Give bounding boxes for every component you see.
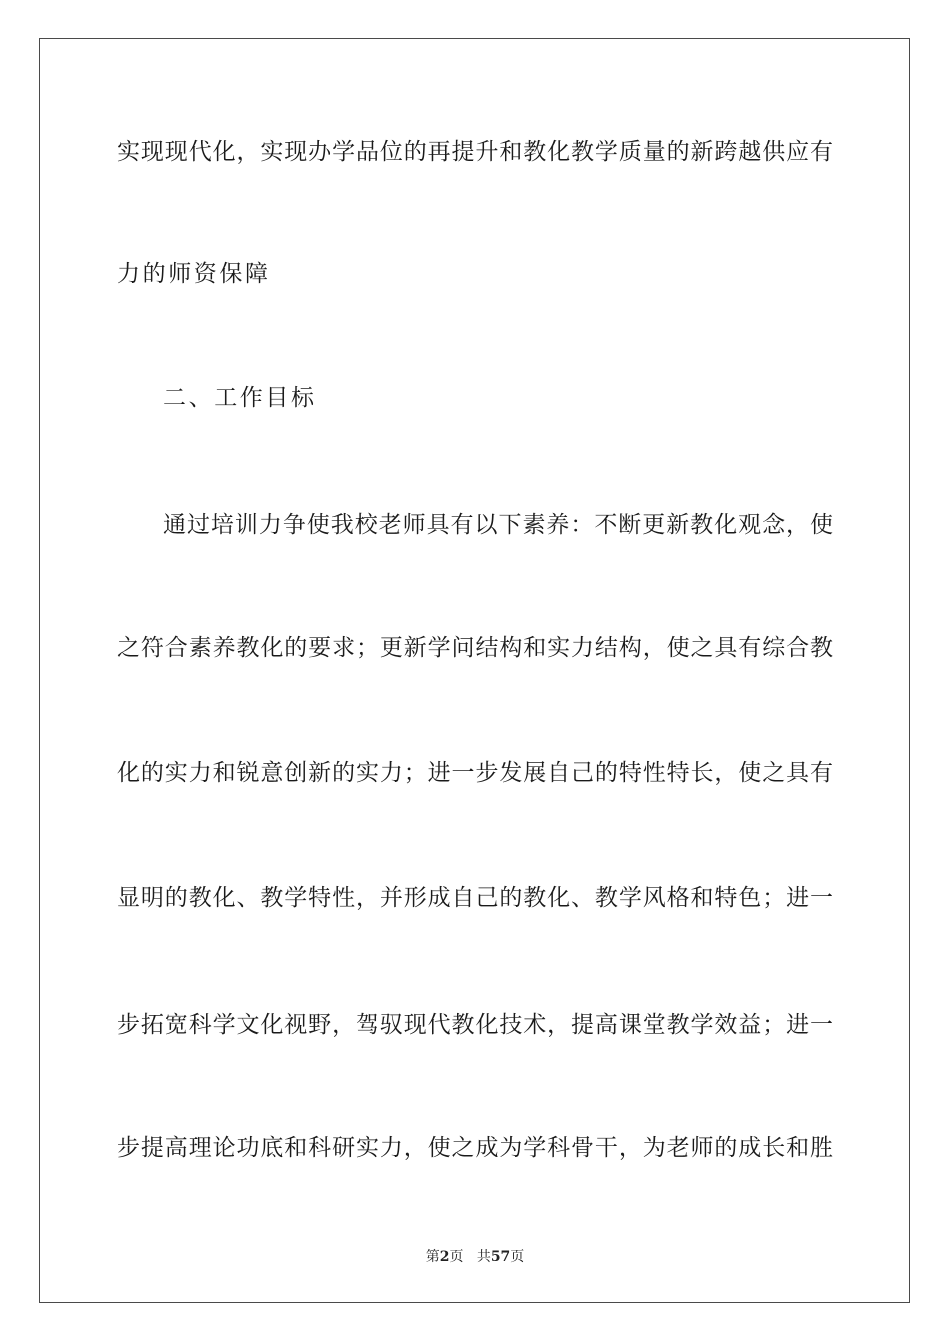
- body-line-3: 通过培训力争使我校老师具有以下素养：不断更新教化观念，使: [163, 512, 833, 538]
- body-line-5: 化的实力和锐意创新的实力；进一步发展自己的特性特长，使之具有: [117, 760, 833, 786]
- body-line-2: 力的师资保障: [117, 261, 271, 287]
- body-line-1: 实现现代化，实现办学品位的再提升和教化教学质量的新跨越供应有: [117, 139, 833, 165]
- page-number: 2: [439, 1249, 450, 1265]
- section-heading: 二、工作目标: [163, 385, 317, 411]
- total-pages: 57: [490, 1249, 511, 1265]
- body-line-7: 步拓宽科学文化视野，驾驭现代教化技术，提高课堂教学效益；进一: [117, 1012, 833, 1038]
- total-suffix: 页: [510, 1249, 525, 1265]
- page-footer: [0, 1248, 950, 1266]
- page-prefix: 第: [425, 1249, 440, 1265]
- total-prefix: 共: [476, 1249, 491, 1265]
- page-frame: [39, 38, 910, 1303]
- body-line-4: 之符合素养教化的要求；更新学问结构和实力结构，使之具有综合教: [117, 635, 833, 661]
- page-suffix: 页: [449, 1249, 464, 1265]
- body-line-6: 显明的教化、教学特性，并形成自己的教化、教学风格和特色；进一: [117, 885, 833, 911]
- body-line-8: 步提高理论功底和科研实力，使之成为学科骨干，为老师的成长和胜: [117, 1135, 833, 1161]
